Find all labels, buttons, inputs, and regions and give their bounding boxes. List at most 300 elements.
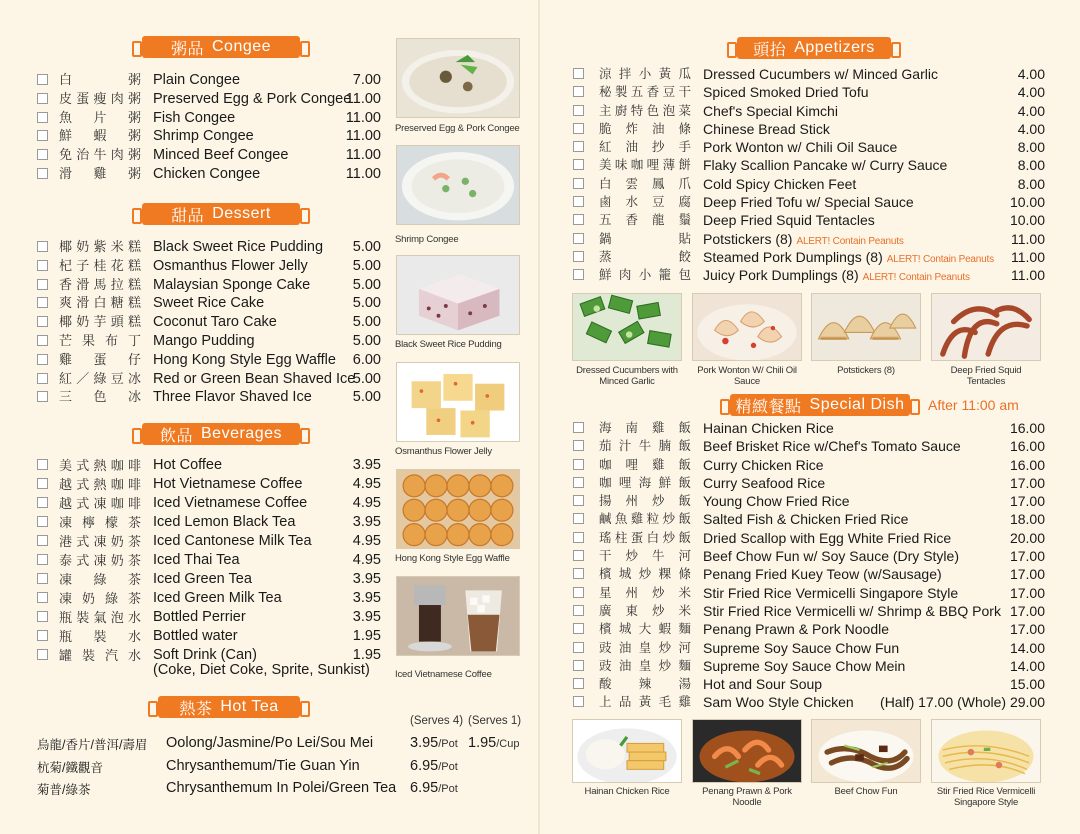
menu-item — [37, 532, 381, 551]
order-checkbox[interactable] — [37, 297, 48, 308]
item-chinese-name: 瓶 裝 水 — [59, 629, 141, 644]
photo-caption: Black Sweet Rice Pudding — [395, 339, 502, 350]
order-checkbox[interactable] — [573, 605, 584, 616]
item-chinese-name: 瓶 裝 氣 泡 水 — [59, 610, 141, 625]
item-price: 4.95 — [352, 495, 381, 511]
item-price: 17.00 — [1009, 548, 1045, 565]
item-chinese-name: 免 治 牛 肉 粥 — [59, 147, 141, 163]
beverages-list — [37, 456, 381, 665]
dish-photo — [811, 293, 921, 361]
item-chinese-name: 鹵 水 豆 腐 — [599, 195, 691, 210]
item-english-name: Hong Kong Style Egg Waffle — [153, 351, 336, 368]
item-english-name: Minced Beef Congee — [153, 147, 289, 164]
item-english-name: Iced Thai Tea — [153, 552, 240, 568]
photo-caption: Deep Fried Squid Tentacles — [950, 365, 1022, 387]
order-checkbox[interactable] — [573, 178, 584, 189]
order-checkbox[interactable] — [573, 141, 584, 152]
order-checkbox[interactable] — [573, 422, 584, 433]
order-checkbox[interactable] — [37, 74, 48, 85]
order-checkbox[interactable] — [573, 214, 584, 225]
item-price: 4.00 — [1017, 102, 1045, 119]
tea-price-value: 6.95 — [410, 780, 439, 796]
dessert-list — [37, 238, 381, 407]
item-price: 4.00 — [1017, 84, 1045, 101]
menu-item — [573, 65, 1045, 83]
dish-photo — [396, 38, 520, 118]
appetizers-header: 頭抬 Appetizers — [737, 37, 891, 59]
menu-item — [573, 419, 1045, 437]
item-price: 17.00 — [1009, 584, 1045, 601]
menu-item — [573, 175, 1045, 193]
photo-caption: Beef Chow Fun — [834, 786, 898, 797]
item-english-name: Potstickers (8) — [703, 230, 793, 247]
order-checkbox[interactable] — [37, 260, 48, 271]
item-chinese-name: 上 品 黃 毛 雞 — [599, 695, 691, 710]
item-chinese-name: 雞 蛋 仔 — [59, 351, 141, 367]
item-price: 5.00 — [352, 389, 381, 406]
photo-caption: Preserved Egg & Pork Congee — [395, 123, 520, 134]
menu-item — [37, 570, 381, 589]
item-price: 10.00 — [1009, 194, 1045, 211]
item-price: 1.95 — [352, 628, 381, 644]
item-price: 3.95 — [352, 514, 381, 530]
item-chinese-name: 杞 子 桂 花 糕 — [59, 257, 141, 273]
congee-list — [37, 71, 381, 184]
dish-photo — [692, 293, 802, 361]
item-english-name: Penang Prawn & Pork Noodle — [703, 621, 889, 638]
order-checkbox[interactable] — [37, 130, 48, 141]
item-english-name: Iced Green Milk Tea — [153, 590, 282, 606]
dish-photo — [811, 719, 921, 783]
item-chinese-name: 越 式 凍 咖 啡 — [59, 496, 141, 511]
item-price: 5.00 — [352, 314, 381, 331]
item-english-name: Preserved Egg & Pork Congee — [153, 90, 352, 107]
menu-item — [37, 238, 381, 257]
item-english-name: Chinese Bread Stick — [703, 120, 830, 137]
dessert-header: 甜品 Dessert — [142, 203, 300, 225]
tea-price-value: 1.95 — [468, 735, 497, 751]
item-english-name: Fish Congee — [153, 109, 236, 126]
peanut-alert: ALERT! Contain Peanuts — [796, 235, 904, 247]
item-price: 11.00 — [1011, 248, 1045, 265]
order-checkbox[interactable] — [37, 241, 48, 252]
item-chinese-name: 海 南 雞 飯 — [599, 421, 691, 435]
item-chinese-name: 咖 哩 雞 飯 — [599, 457, 691, 472]
item-price: 4.95 — [352, 533, 381, 549]
item-chinese-name: 星 州 炒 米 — [599, 585, 691, 600]
menu-item — [37, 589, 381, 608]
item-chinese-name: 椰 奶 紫 米 糕 — [59, 239, 141, 254]
item-english-name: Pork Wonton w/ Chili Oil Sauce — [703, 139, 898, 156]
order-checkbox[interactable] — [573, 440, 584, 451]
item-chinese-name: 紅 油 抄 手 — [599, 140, 691, 155]
item-chinese-name: 咖 哩 海 鮮 飯 — [599, 475, 691, 490]
menu-item — [37, 332, 381, 351]
item-chinese-name: 白 雲 鳳 爪 — [599, 176, 691, 191]
item-price: 5.00 — [352, 332, 381, 349]
item-price: 5.00 — [352, 257, 381, 274]
item-chinese-name: 鮮 肉 小 籠 包 — [599, 268, 691, 283]
tea-english-name: Chrysanthemum/Tie Guan Yin — [166, 758, 360, 774]
item-price: 6.00 — [352, 351, 381, 368]
order-checkbox[interactable] — [573, 495, 584, 506]
menu-item — [37, 351, 381, 370]
item-chinese-name: 罐 裝 汽 水 — [59, 648, 141, 663]
menu-item — [37, 475, 381, 494]
item-chinese-name: 椰 奶 芋 頭 糕 — [59, 314, 141, 330]
order-checkbox[interactable] — [37, 459, 48, 470]
item-price: 3.95 — [352, 457, 381, 473]
menu-item — [37, 494, 381, 513]
item-chinese-name: 蒸 餃 — [599, 249, 691, 264]
order-checkbox[interactable] — [37, 354, 48, 365]
order-checkbox[interactable] — [573, 587, 584, 598]
special-list — [573, 419, 1045, 712]
item-price: 4.95 — [352, 552, 381, 568]
item-chinese-name: 紅 ／ 綠 豆 冰 — [59, 370, 141, 386]
item-price: 17.00 — [1009, 602, 1045, 619]
order-checkbox[interactable] — [37, 279, 48, 290]
item-english-name: Three Flavor Shaved Ice — [153, 389, 312, 406]
order-checkbox[interactable] — [573, 696, 584, 707]
item-price: 17.00 — [1009, 566, 1045, 583]
photo-caption: Iced Vietnamese Coffee — [395, 669, 492, 680]
item-chinese-name: 干 炒 牛 河 — [599, 549, 691, 564]
item-price: 17.00 — [1009, 493, 1045, 510]
after-time-note: After 11:00 am — [928, 397, 1019, 413]
item-english-name: Stir Fried Rice Vermicelli w/ Shrimp & BBQ Pork — [703, 602, 1001, 619]
menu-item — [573, 102, 1045, 120]
tea-price-value: 3.95 — [410, 735, 439, 751]
photo-caption: Hainan Chicken Rice — [584, 786, 670, 797]
menu-item — [573, 230, 1045, 248]
item-price: 3.95 — [352, 609, 381, 625]
item-english-name: Flaky Scallion Pancake w/ Curry Sauce — [703, 157, 948, 174]
menu-item — [37, 551, 381, 570]
menu-item — [573, 602, 1045, 620]
item-chinese-name: 港 式 凍 奶 茶 — [59, 534, 141, 549]
menu-item — [573, 584, 1045, 602]
order-checkbox[interactable] — [573, 550, 584, 561]
order-checkbox[interactable] — [573, 159, 584, 170]
order-checkbox[interactable] — [573, 86, 584, 97]
order-checkbox[interactable] — [573, 532, 584, 543]
item-english-name: Beef Chow Fun w/ Soy Sauce (Dry Style) — [703, 548, 959, 565]
item-chinese-name: 涼 拌 小 黃 瓜 — [599, 67, 691, 81]
dish-photo — [572, 293, 682, 361]
item-chinese-name: 皮 蛋 瘦 肉 粥 — [59, 90, 141, 106]
tea-english-name: Chrysanthemum In Polei/Green Tea — [166, 780, 397, 796]
item-price: 7.00 — [352, 72, 381, 88]
order-checkbox[interactable] — [573, 68, 584, 79]
item-chinese-name: 檳 城 炒 粿 條 — [599, 567, 691, 582]
dish-photo — [931, 293, 1041, 361]
item-chinese-name: 五 香 龍 鬚 — [599, 213, 691, 228]
item-english-name: Spiced Smoked Dried Tofu — [703, 84, 869, 101]
item-price: 1.95 — [352, 647, 381, 663]
item-chinese-name: 鍋 貼 — [599, 231, 691, 246]
tea-cup-price — [468, 735, 519, 751]
item-price: 14.00 — [1009, 639, 1045, 656]
order-checkbox[interactable] — [37, 168, 48, 179]
menu-item — [573, 83, 1045, 101]
order-checkbox[interactable] — [37, 535, 48, 546]
order-checkbox[interactable] — [37, 554, 48, 565]
item-price: 11.00 — [345, 90, 381, 107]
tea-pot-price — [410, 758, 458, 774]
menu-item — [37, 127, 381, 146]
menu-item — [573, 138, 1045, 156]
order-checkbox[interactable] — [37, 373, 48, 384]
menu-item — [573, 547, 1045, 565]
item-chinese-name: 揚 州 炒 飯 — [599, 494, 691, 509]
peanut-alert: ALERT! Contain Peanuts — [886, 253, 994, 265]
order-checkbox[interactable] — [37, 478, 48, 489]
order-checkbox[interactable] — [573, 513, 584, 524]
tea-price-unit: /Cup — [496, 738, 520, 750]
order-checkbox[interactable] — [573, 678, 584, 689]
photo-caption: Shrimp Congee — [395, 234, 459, 245]
photo-caption: Dressed Cucumbers with Minced Garlic — [576, 365, 678, 387]
tea-price-unit: /Pot — [438, 738, 458, 750]
item-chinese-name: 豉 油 皇 炒 麵 — [599, 658, 691, 673]
item-english-name: Shrimp Congee — [153, 128, 254, 145]
dish-photo — [396, 145, 520, 225]
order-checkbox[interactable] — [573, 233, 584, 244]
tea-price-unit: /Pot — [438, 783, 458, 795]
menu-item — [573, 675, 1045, 693]
item-chinese-name: 主 廚 特 色 泡 菜 — [599, 103, 691, 118]
item-english-name: Dried Scallop with Egg White Fried Rice — [703, 529, 952, 546]
order-checkbox[interactable] — [573, 623, 584, 634]
item-chinese-name: 廣 東 炒 米 — [599, 603, 691, 618]
order-checkbox[interactable] — [37, 316, 48, 327]
item-english-name: Juicy Pork Dumplings (8) — [703, 267, 859, 284]
item-chinese-name: 豉 油 皇 炒 河 — [599, 640, 691, 655]
menu-item — [573, 510, 1045, 528]
item-chinese-name: 秘 製 五 香 豆 干 — [599, 85, 691, 100]
item-english-name: Iced Cantonese Milk Tea — [153, 533, 312, 549]
serves-1-label: (Serves 1) — [468, 715, 522, 727]
item-chinese-name: 凍 檸 檬 茶 — [59, 515, 141, 530]
item-price: 16.00 — [1009, 456, 1045, 473]
item-price: 4.95 — [352, 476, 381, 492]
photo-caption: Penang Prawn & Pork Noodle — [702, 786, 792, 808]
order-checkbox[interactable] — [37, 391, 48, 402]
item-english-name: Hainan Chicken Rice — [703, 420, 834, 436]
item-price: 14.00 — [1009, 657, 1045, 674]
tea-chinese-name: 菊普/綠茶 — [37, 783, 91, 797]
item-price: 4.00 — [1017, 66, 1045, 82]
item-price: 17.00 — [1009, 621, 1045, 638]
menu-item — [573, 437, 1045, 455]
item-english-name: Beef Brisket Rice w/Chef's Tomato Sauce — [703, 438, 961, 455]
menu-item — [37, 90, 381, 109]
order-checkbox[interactable] — [37, 573, 48, 584]
item-english-name: Hot Vietnamese Coffee — [153, 476, 303, 492]
order-checkbox[interactable] — [573, 459, 584, 470]
order-checkbox[interactable] — [573, 123, 584, 134]
menu-item — [37, 513, 381, 532]
item-chinese-name: 鹹 魚 雞 粒 炒 飯 — [599, 512, 691, 527]
order-checkbox[interactable] — [37, 611, 48, 622]
item-english-name: Red or Green Bean Shaved Ice — [153, 370, 356, 387]
item-chinese-name: 酸 辣 湯 — [599, 677, 691, 692]
order-checkbox[interactable] — [573, 269, 584, 280]
item-chinese-name: 香 滑 馬 拉 糕 — [59, 276, 141, 292]
page-fold — [538, 0, 540, 834]
item-english-name: Dressed Cucumbers w/ Minced Garlic — [703, 66, 938, 82]
item-chinese-name: 鮮 蝦 粥 — [59, 128, 141, 144]
item-chinese-name: 檳 城 大 蝦 麵 — [599, 622, 691, 637]
menu-item — [573, 492, 1045, 510]
order-checkbox[interactable] — [573, 251, 584, 262]
order-checkbox[interactable] — [37, 335, 48, 346]
menu-item — [573, 474, 1045, 492]
item-price: 10.00 — [1009, 212, 1045, 229]
menu-item — [37, 608, 381, 627]
dish-photo — [931, 719, 1041, 783]
item-chinese-name: 爽 滑 白 糖 糕 — [59, 295, 141, 311]
dish-photo — [396, 362, 520, 442]
item-english-name: Curry Chicken Rice — [703, 456, 824, 473]
item-price: 16.00 — [1009, 438, 1045, 455]
item-english-name: Young Chow Fried Rice — [703, 493, 850, 510]
item-english-name: Cold Spicy Chicken Feet — [703, 175, 857, 192]
menu-item — [37, 370, 381, 389]
item-price: 15.00 — [1009, 676, 1045, 693]
order-checkbox[interactable] — [573, 196, 584, 207]
menu-item — [573, 248, 1045, 266]
order-checkbox[interactable] — [37, 149, 48, 160]
menu-item — [573, 565, 1045, 583]
item-price: 11.00 — [345, 147, 381, 164]
item-english-name: Chef's Special Kimchi — [703, 102, 838, 119]
item-english-name: Osmanthus Flower Jelly — [153, 257, 308, 274]
hot-tea-header: 熱茶 Hot Tea — [158, 696, 300, 718]
item-chinese-name: 茄 汁 牛 腩 飯 — [599, 439, 691, 454]
menu-item — [37, 146, 381, 165]
menu-item — [37, 388, 381, 407]
order-checkbox[interactable] — [573, 105, 584, 116]
item-chinese-name: 凍 綠 茶 — [59, 572, 141, 587]
item-english-name: Mango Pudding — [153, 332, 255, 349]
item-english-name: Black Sweet Rice Pudding — [153, 239, 324, 255]
photo-caption: Potstickers (8) — [837, 365, 895, 376]
item-price: 8.00 — [1017, 157, 1045, 174]
item-chinese-name: 脆 炸 油 條 — [599, 121, 691, 136]
item-price: 11.00 — [345, 109, 381, 126]
menu-item — [37, 109, 381, 128]
item-english-name: Supreme Soy Sauce Chow Mein — [703, 657, 906, 674]
order-checkbox[interactable] — [37, 497, 48, 508]
menu-item — [37, 71, 381, 90]
item-chinese-name: 瑤 柱 蛋 白 炒 飯 — [599, 530, 691, 545]
item-price: 8.00 — [1017, 139, 1045, 156]
item-english-name: Bottled water — [153, 628, 238, 644]
menu-item — [573, 620, 1045, 638]
dish-photo — [572, 719, 682, 783]
order-checkbox[interactable] — [37, 649, 48, 660]
item-english-name: Steamed Pork Dumplings (8) — [703, 248, 883, 265]
menu-item — [37, 257, 381, 276]
photo-caption: Pork Wonton W/ Chili Oil Sauce — [697, 365, 797, 387]
order-checkbox[interactable] — [573, 642, 584, 653]
order-checkbox[interactable] — [573, 477, 584, 488]
item-english-name: Sweet Rice Cake — [153, 295, 265, 312]
order-checkbox[interactable] — [573, 568, 584, 579]
item-chinese-name: 芒 果 布 丁 — [59, 332, 141, 348]
item-price: 11.00 — [1011, 230, 1045, 247]
item-english-name: Curry Seafood Rice — [703, 474, 826, 491]
menu-item — [573, 639, 1045, 657]
dish-photo — [396, 469, 520, 549]
item-english-name: Chicken Congee — [153, 165, 261, 182]
menu-item — [573, 211, 1045, 229]
tea-pot-price — [410, 780, 458, 796]
peanut-alert: ALERT! Contain Peanuts — [862, 272, 970, 284]
item-english-name: Sam Woo Style Chicken — [703, 694, 854, 711]
menu-item — [573, 156, 1045, 174]
menu-item — [37, 165, 381, 184]
order-checkbox[interactable] — [573, 660, 584, 671]
beverages-header: 飲品 Beverages — [142, 423, 300, 445]
item-price: 5.00 — [352, 370, 381, 387]
serves-4-label: (Serves 4) — [410, 715, 464, 727]
item-english-name: Deep Fried Squid Tentacles — [703, 212, 875, 229]
appetizers-list — [573, 65, 1045, 285]
item-english-name: Stir Fried Rice Vermicelli Singapore Style — [703, 584, 959, 601]
photo-caption: Hong Kong Style Egg Waffle — [395, 553, 510, 564]
menu-item — [37, 313, 381, 332]
item-chinese-name: 美 味 咖 哩 薄 餅 — [599, 158, 691, 173]
item-english-name: Iced Lemon Black Tea — [153, 514, 296, 530]
item-chinese-name: 凍 奶 綠 茶 — [59, 591, 141, 606]
congee-header: 粥品 Congee — [142, 36, 300, 58]
tea-english-name: Oolong/Jasmine/Po Lei/Sou Mei — [166, 735, 374, 751]
item-english-name: Soft Drink (Can) — [153, 647, 257, 663]
photo-caption: Stir Fried Rice Vermicelli Singapore Style — [936, 786, 1036, 808]
menu-item — [37, 294, 381, 313]
item-chinese-name: 魚 片 粥 — [59, 109, 141, 125]
tea-price-unit: /Pot — [438, 761, 458, 773]
item-price: 17.00 — [1009, 474, 1045, 491]
order-checkbox[interactable] — [37, 630, 48, 641]
order-checkbox[interactable] — [37, 112, 48, 123]
order-checkbox[interactable] — [37, 93, 48, 104]
item-price: 11.00 — [1011, 267, 1045, 284]
item-chinese-name: 泰 式 凍 奶 茶 — [59, 553, 141, 568]
special-header: 精緻餐點 Special Dish — [730, 394, 910, 416]
item-price: 11.00 — [345, 128, 381, 145]
menu-item — [573, 266, 1045, 284]
item-price: 3.95 — [352, 590, 381, 606]
dish-photo — [692, 719, 802, 783]
item-english-name: Plain Congee — [153, 72, 241, 88]
item-chinese-name: 白 粥 — [59, 72, 141, 87]
item-english-name: Malaysian Sponge Cake — [153, 276, 311, 293]
tea-chinese-name: 烏龍/香片/普洱/壽眉 — [37, 738, 148, 752]
menu-item — [573, 693, 1045, 711]
menu-item — [37, 276, 381, 295]
item-english-name: Bottled Perrier — [153, 609, 246, 625]
order-checkbox[interactable] — [37, 516, 48, 527]
item-chinese-name: 越 式 熱 咖 啡 — [59, 477, 141, 492]
item-english-name: Hot Coffee — [153, 457, 223, 473]
item-price: 4.00 — [1017, 120, 1045, 137]
order-checkbox[interactable] — [37, 592, 48, 603]
tea-pot-price — [410, 735, 458, 751]
